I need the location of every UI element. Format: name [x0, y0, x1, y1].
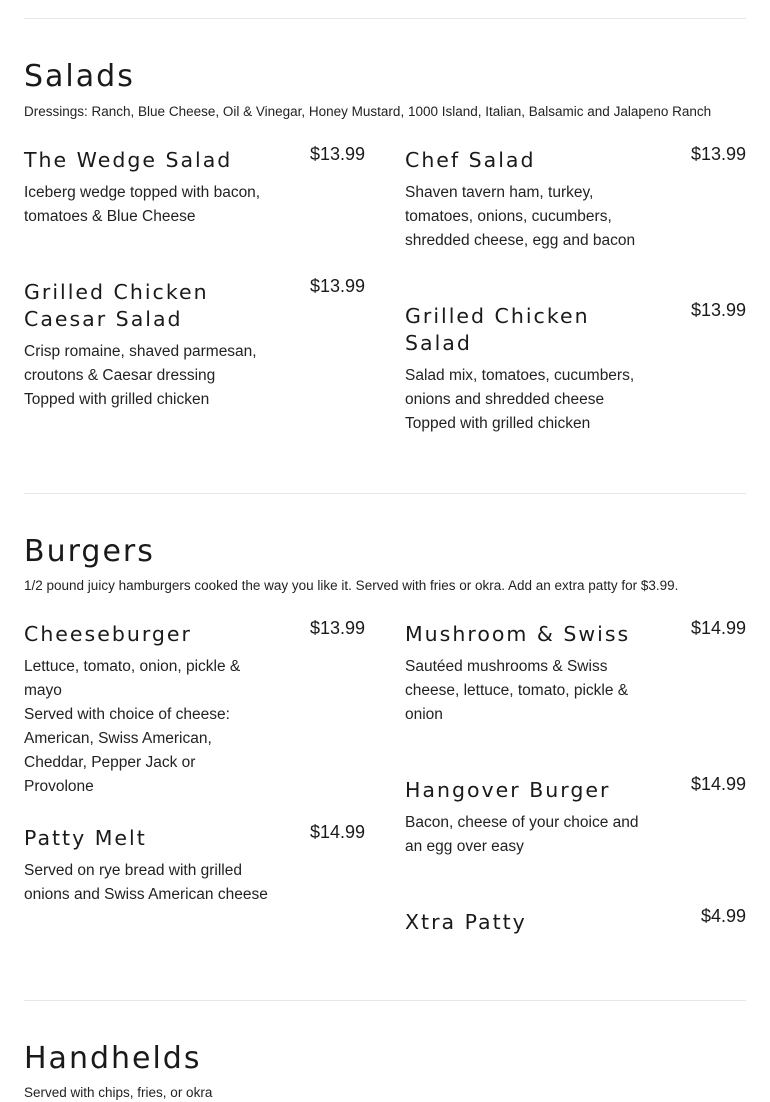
item-description — [24, 181, 269, 229]
menu-item-grilled-chicken-caesar-salad — [24, 276, 365, 412]
item-name: Cheeseburger — [24, 622, 192, 646]
item-price: $13.99 — [690, 144, 746, 164]
menu-item-xtra-patty — [405, 906, 746, 936]
menu-item-chef-salad — [405, 144, 746, 253]
description-line: Served with choice of cheese: American, Swiss American, Cheddar, Pepper Jack or Provolone — [24, 706, 230, 795]
menu-item-patty-melt — [24, 822, 365, 907]
item-name: Chef Salad — [405, 148, 536, 172]
item-description — [405, 364, 650, 436]
section-description-handhelds: Served with chips, fries, or okra — [24, 1085, 213, 1100]
description-line: Bacon, cheese of your choice and an egg over easy — [405, 814, 639, 855]
menu-item-cheeseburger — [24, 618, 365, 799]
menu-item-wedge-salad — [24, 144, 365, 229]
section-title-salads: Salads — [24, 59, 135, 94]
item-name: Xtra Patty — [405, 910, 527, 934]
item-name: The Wedge Salad — [24, 148, 233, 172]
section-divider — [24, 18, 746, 19]
item-name: Grilled Chicken Caesar Salad — [24, 280, 209, 331]
description-line: Lettuce, tomato, onion, pickle & mayo — [24, 658, 241, 699]
item-description — [24, 655, 269, 799]
item-name: Mushroom & Swiss — [405, 622, 631, 646]
menu-item-mushroom-swiss — [405, 618, 746, 727]
section-description-burgers: 1/2 pound juicy hamburgers cooked the way you like it. Served with fries or okra. Add an extra patty for $3.99. — [24, 578, 679, 593]
item-price: $13.99 — [690, 300, 746, 320]
section-divider — [24, 493, 746, 494]
item-price: $14.99 — [690, 618, 746, 638]
item-name: Grilled Chicken Salad — [405, 304, 590, 355]
description-line: Served on rye bread with grilled onions and Swiss American cheese — [24, 862, 268, 903]
item-description — [405, 181, 650, 253]
item-name: Hangover Burger — [405, 778, 611, 802]
item-name: Patty Melt — [24, 826, 147, 850]
description-line: Salad mix, tomatoes, cucumbers, onions and shredded cheese — [405, 367, 635, 408]
menu-item-hangover-burger — [405, 774, 746, 859]
menu-item-grilled-chicken-salad — [405, 300, 746, 436]
description-line: Shaven tavern ham, turkey, tomatoes, onions, cucumbers, shredded cheese, egg and bacon — [405, 184, 636, 249]
description-line: Topped with grilled chicken — [405, 415, 591, 432]
section-divider — [24, 1000, 746, 1001]
item-price: $13.99 — [309, 276, 365, 296]
item-price: $4.99 — [700, 906, 746, 926]
item-price: $13.99 — [309, 618, 365, 638]
item-price: $14.99 — [690, 774, 746, 794]
description-line: Crisp romaine, shaved parmesan, croutons & Caesar dressing — [24, 343, 257, 384]
item-price: $14.99 — [309, 822, 365, 842]
section-title-burgers: Burgers — [24, 534, 155, 569]
item-price: $13.99 — [309, 144, 365, 164]
item-description — [405, 655, 650, 727]
item-description — [24, 340, 269, 412]
section-title-handhelds: Handhelds — [24, 1041, 202, 1076]
item-description — [405, 811, 650, 859]
description-line: Iceberg wedge topped with bacon, tomatoes & Blue Cheese — [24, 184, 261, 225]
item-description — [24, 859, 269, 907]
description-line: Sautéed mushrooms & Swiss cheese, lettuce, tomato, pickle & onion — [405, 658, 629, 723]
description-line: Topped with grilled chicken — [24, 391, 210, 408]
section-description-salads: Dressings: Ranch, Blue Cheese, Oil & Vinegar, Honey Mustard, 1000 Island, Italian, Balsamic and Jalapeno Ranch — [24, 104, 712, 119]
